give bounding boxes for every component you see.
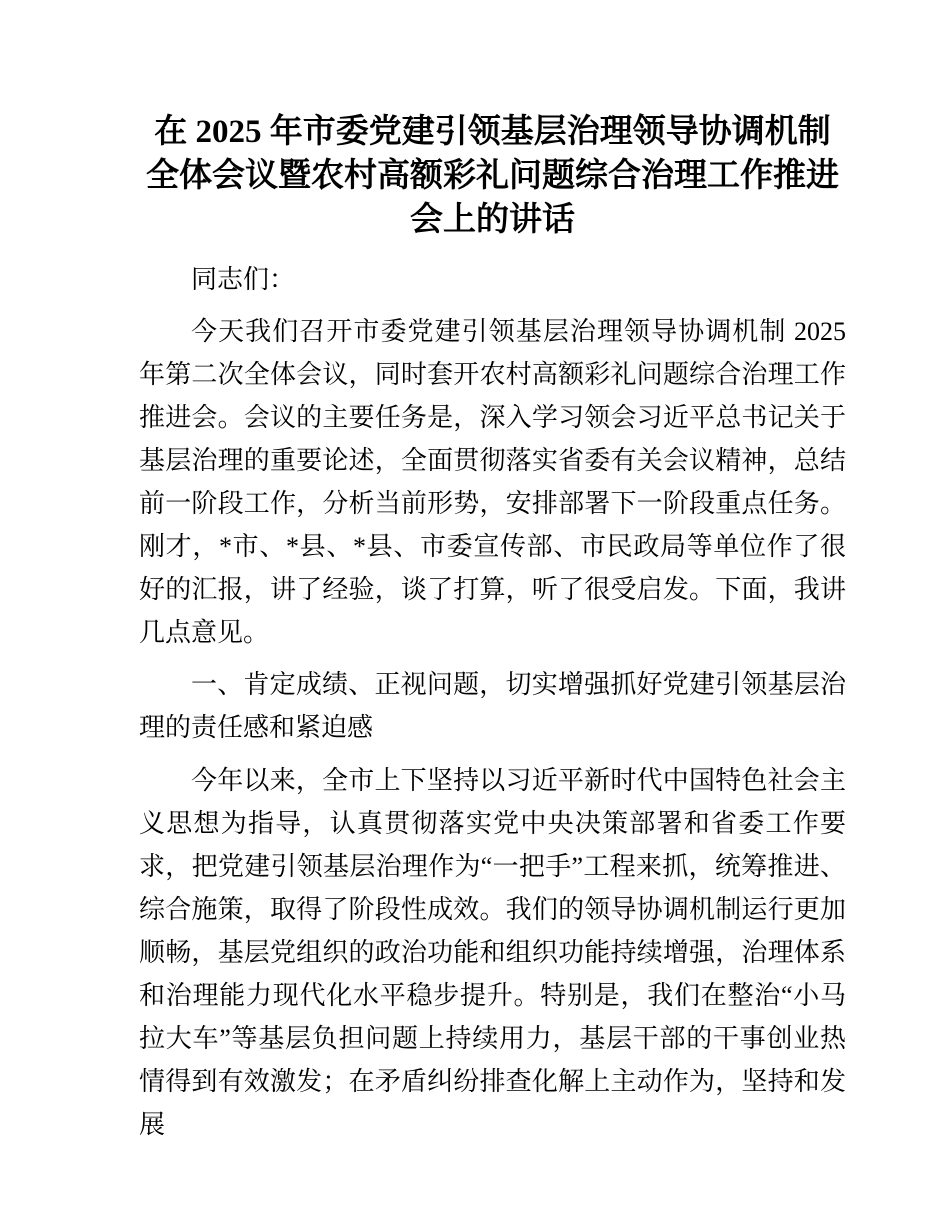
salutation-line: 同志们： <box>191 265 296 294</box>
section-heading-1: 一、肯定成绩、正视问题，切实增强抓好党建引领基层治理的责任感和紧迫感 <box>139 670 846 742</box>
paragraph-opening: 今天我们召开市委党建引领基层治理领导协调机制 2025 年第二次全体会议，同时套开农村高额彩礼问题综合治理工作推进会。会议的主要任务是，深入学习领会习近平总书记关于基层治理的重要论述，全面贯彻落实省委有关会议精神，总结前一阶段工作，分析当前形势，安排部署下一阶段重点任务。刚才，*市、*县、*县、市委宣传部、市民政局等单位作了很好的汇报，讲了经验，谈了打算，听了很受启发。下面，我讲几点意见。 <box>139 317 846 647</box>
document-title: 在 2025 年市委党建引领基层治理领导协调机制全体会议暨农村高额彩礼问题综合治理工作推进会上的讲话 <box>146 114 839 238</box>
paragraph-section-1-body: 今年以来，全市上下坚持以习近平新时代中国特色社会主义思想为指导，认真贯彻落实党中央决策部署和省委工作要求，把党建引领基层治理作为“一把手”工程来抓，统筹推进、综合施策，取得了阶段性成效。我们的领导协调机制运行更加顺畅，基层党组织的政治功能和组织功能持续增强，治理体系和治理能力现代化水平稳步提升。特别是，我们在整治“小马拉大车”等基层负担问题上持续用力，基层干部的干事创业热情得到有效激发；在矛盾纠纷排查化解上主动作为，坚持和发展 <box>139 766 846 1139</box>
